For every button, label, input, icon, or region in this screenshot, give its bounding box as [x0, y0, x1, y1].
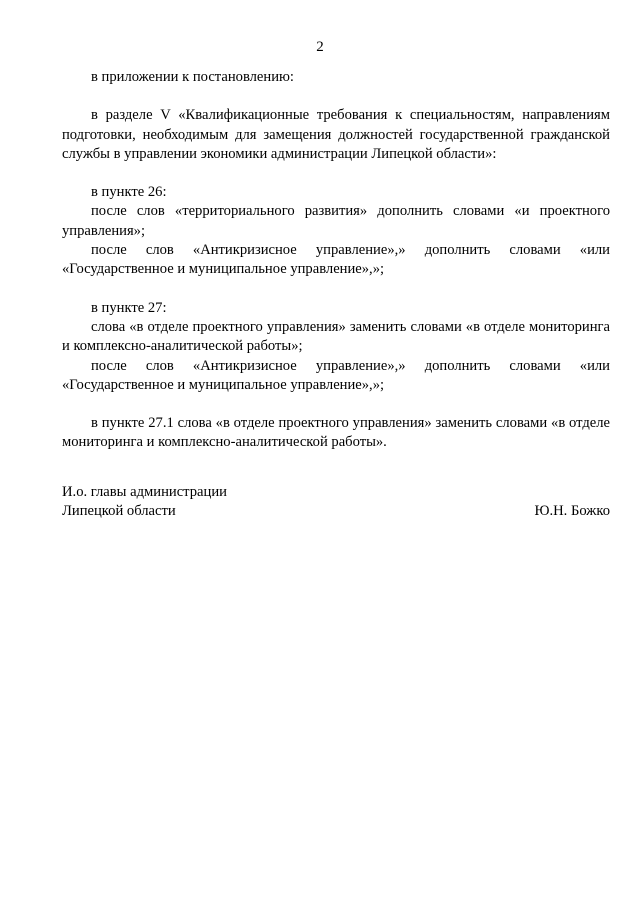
signatory-name: Ю.Н. Божко — [534, 503, 610, 520]
signature-line-1 — [62, 483, 610, 502]
signatory-position-line1: И.о. главы администрации — [62, 484, 227, 500]
paragraph-item-26-change-2: после слов «Антикризисное управление»,» дополнить словами «или «Государственное и муниципальное управление»,»; — [62, 242, 610, 278]
signature-block — [62, 483, 610, 522]
paragraph-item-26-heading: в пункте 26: — [91, 184, 167, 201]
paragraph-item-27-heading: в пункте 27: — [91, 299, 167, 316]
signature-line-2 — [62, 502, 610, 521]
paragraph-section-v: в разделе V «Квалификационные требования к специальностям, направлениям подготовки, необходимым для замещения должностей государственной гражданской службы в управлении экономики администрации Липецкой области»: — [62, 107, 610, 162]
paragraph-item-27-change-2: после слов «Антикризисное управление»,» дополнить словами «или «Государственное и муниципальное управление»,»; — [62, 357, 610, 393]
paragraph-item-26-change-1: после слов «территориального развития» дополнить словами «и проектного управления»; — [62, 203, 610, 239]
document-body — [62, 68, 610, 453]
signatory-position-line2: Липецкой области — [62, 503, 176, 520]
paragraph-item-27-1: в пункте 27.1 слова «в отделе проектного управления» заменить словами «в отделе мониторинга и комплексно-аналитической работы». — [62, 415, 610, 451]
paragraph-item-27-change-1: слова «в отделе проектного управления» заменить словами «в отделе мониторинга и комплексно-аналитической работы»; — [62, 318, 610, 355]
paragraph-appendix-intro: в приложении к постановлению: — [91, 69, 294, 85]
page-number: 2 — [316, 39, 324, 55]
